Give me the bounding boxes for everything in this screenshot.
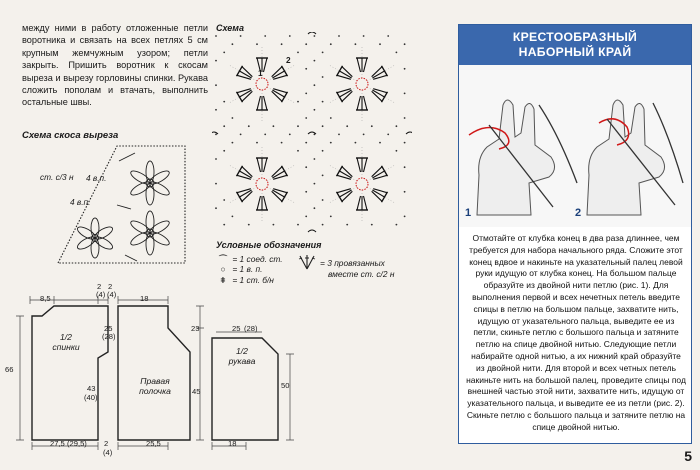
legend-item-sc: ǂ = 1 ст. б/н [216, 275, 274, 285]
cast-on-info-box [458, 24, 692, 444]
dim-18: 18 [140, 294, 149, 303]
scheme-marker-1: 1 [258, 68, 263, 78]
dim-18-bottom: 18 [228, 439, 237, 448]
intro-paragraph: между ними в работу отложенные петли воротника и связать на всех петлях 5 см крупным жемчужным узором; петли закрыть. Пришить воротник к скосам выреза и вырезу горловины спинки. Рукава сложить пополам и втачать, выполнить остальные швы. [22, 23, 208, 108]
stitch-scheme-diagram [212, 32, 412, 236]
box-title: КРЕСТООБРАЗНЫЙ НАБОРНЫЙ КРАЙ [459, 25, 691, 65]
dim-45: 45 [192, 387, 201, 396]
neck-label-st: ст. с/3 н [40, 172, 74, 182]
back-piece-label: 1/2 спинки [52, 332, 80, 352]
legend-cluster-text-2: вместе ст. с/2 н [328, 269, 395, 279]
figure-1-number: 1 [465, 207, 472, 219]
dim-43: 43 [87, 384, 96, 393]
page-number: 5 [684, 448, 692, 464]
chain-stitch-icon: ○ [220, 264, 226, 274]
hands-illustration [459, 65, 691, 227]
dim-43-alt: (40) [84, 393, 98, 402]
stitch-scheme-title: Схема [216, 23, 244, 33]
dim-27-5-alt: (29,5) [67, 439, 87, 448]
dim-25-sleeve: 25 [232, 324, 241, 333]
dim-2-alt: (4) [96, 290, 106, 299]
neck-scheme-title: Схема скоса выреза [22, 130, 119, 141]
dim-50: 50 [281, 381, 290, 390]
pattern-pieces-diagram [0, 280, 300, 460]
cluster-stitch-icon [296, 252, 318, 272]
legend-item-slip: ⌒ = 1 соед. ст. [216, 253, 283, 265]
single-crochet-icon: ǂ [220, 275, 226, 285]
dim-25: 25 [104, 324, 113, 333]
dim-2c-alt: (4) [103, 448, 113, 457]
dim-2b: 2 [108, 282, 113, 291]
dim-28-sleeve: (28) [244, 324, 258, 333]
dim-25-5: 25,5 [146, 439, 161, 448]
dim-23: 23 [191, 324, 200, 333]
scheme-marker-2: 2 [286, 55, 291, 65]
dim-66: 66 [5, 365, 14, 374]
figure-2-number: 2 [575, 207, 582, 219]
neck-label-4vp-a: 4 в.п. [86, 173, 107, 183]
legend-cluster-text-1: = 3 провязанных [320, 258, 385, 268]
neck-label-4vp-b: 4 в.п. [70, 197, 91, 207]
dim-2b-alt: (4) [107, 290, 117, 299]
sleeve-piece-label: 1/2 рукава [228, 346, 256, 366]
dim-25-alt: (28) [102, 332, 116, 341]
dim-2c: 2 [104, 439, 109, 448]
cast-on-instructions: Отмотайте от клубка конец в два раза длиннее, чем требуется для набора начального ряда. Сложите этот конец вдвое и накиньте на указательный палец левой руки идущую от клубка конец. На большом пальце образуйте из двойной нити петлю (рис. 1). Для выполнения первой и всех нечетных петель введите спицы в петлю на большом пальце, захватите нить, идущую от указательного пальца, выведите ее из петли, скиньте петлю с большого пальца и затяните петлю на спице двойной нитью. Следующие петли набирайте одной нитью, а их нижний край образуйте из двойной нити. Для второй и всех четных петель накиньте нить на большой палец, проведите спицы под внешней частью этой нити, захватите нить, идущую от указательного пальца, и выведите ее из петли (рис. 2). Скиньте петлю с большого пальца и затяните петлю на спице двойной нитью. [466, 233, 686, 432]
dim-27-5: 27,5 [50, 439, 65, 448]
slip-stitch-icon: ⌒ [218, 254, 228, 264]
legend-item-chain: ○ = 1 в. п. [216, 264, 263, 274]
legend-title: Условные обозначения [216, 240, 322, 250]
dim-8-5: 8,5 [40, 294, 51, 303]
front-piece-label: Правая полочка [139, 376, 171, 396]
dim-2: 2 [97, 282, 102, 291]
hand-drawing [459, 65, 691, 227]
